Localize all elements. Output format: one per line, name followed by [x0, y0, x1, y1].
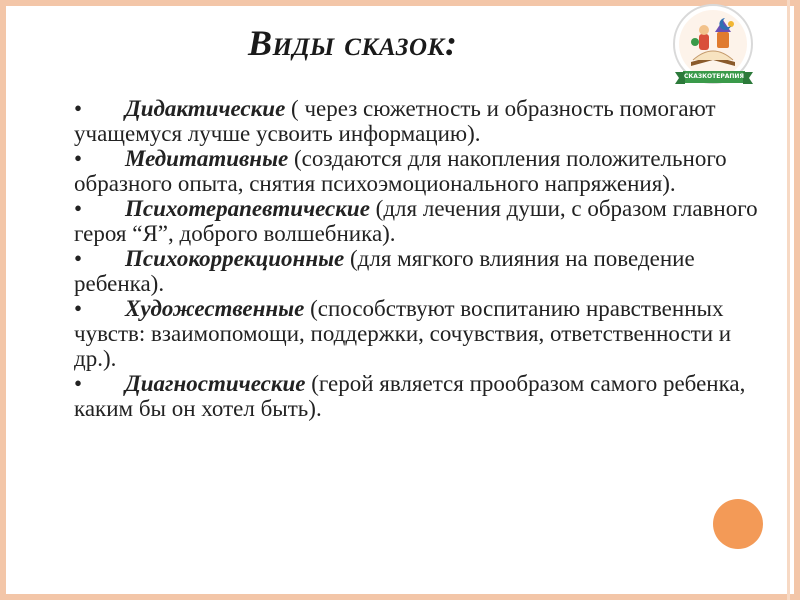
- slide-frame-left: [0, 0, 6, 600]
- bullet-glyph: •: [74, 371, 83, 396]
- bullet-glyph: •: [74, 246, 83, 271]
- slide-frame-bottom: [0, 594, 800, 600]
- term-artistic: Художественные: [125, 296, 305, 321]
- bullet-glyph: •: [74, 196, 83, 221]
- bullet-glyph: •: [74, 296, 83, 321]
- description-psychocorrective: (для мягкого влияния на поведение ребенка).: [74, 246, 695, 296]
- slide-frame-inner-right: [787, 0, 790, 600]
- list-item-meditative: [74, 146, 764, 196]
- description-psychotherapeutic: (для лечения души, с образом главного героя “Я”, доброго волшебника).: [74, 196, 758, 246]
- bullet-glyph: •: [74, 96, 83, 121]
- decorative-orange-circle: [713, 499, 763, 549]
- term-didactic: Дидактические: [125, 96, 286, 121]
- description-artistic: (способствуют воспитанию нравственных чувств: взаимопомощи, поддержки, сочувствия, ответственности и др.).: [74, 296, 732, 371]
- slide-frame-right: [794, 0, 800, 600]
- term-psychotherapeutic: Психотерапевтические: [125, 196, 370, 221]
- bullet-glyph: •: [74, 146, 83, 171]
- list-item-psychotherapeutic: [74, 196, 764, 246]
- description-meditative: (создаются для накопления положительного образного опыта, снятия психоэмоционального напряжения).: [74, 146, 727, 196]
- fairy-tale-therapy-logo-icon: [663, 2, 765, 94]
- list-item-psychocorrective: [74, 246, 764, 296]
- term-meditative: Медитативные: [125, 146, 289, 171]
- description-diagnostic: (герой является прообразом самого ребенка, каким бы он хотел быть).: [74, 371, 746, 421]
- list-item-didactic: [74, 96, 764, 146]
- term-diagnostic: Диагностические: [125, 371, 306, 396]
- logo-ribbon-text: СКАЗКОТЕРАПИЯ: [683, 73, 745, 80]
- fairy-tale-types-list: [74, 96, 764, 421]
- list-item-artistic: [74, 296, 764, 371]
- slide-title: Виды сказок:: [248, 23, 458, 63]
- description-didactic: ( через сюжетность и образность помогают учащемуся лучше усвоить информацию).: [74, 96, 716, 146]
- term-psychocorrective: Психокоррекционные: [125, 246, 345, 271]
- list-item-diagnostic: [74, 371, 764, 421]
